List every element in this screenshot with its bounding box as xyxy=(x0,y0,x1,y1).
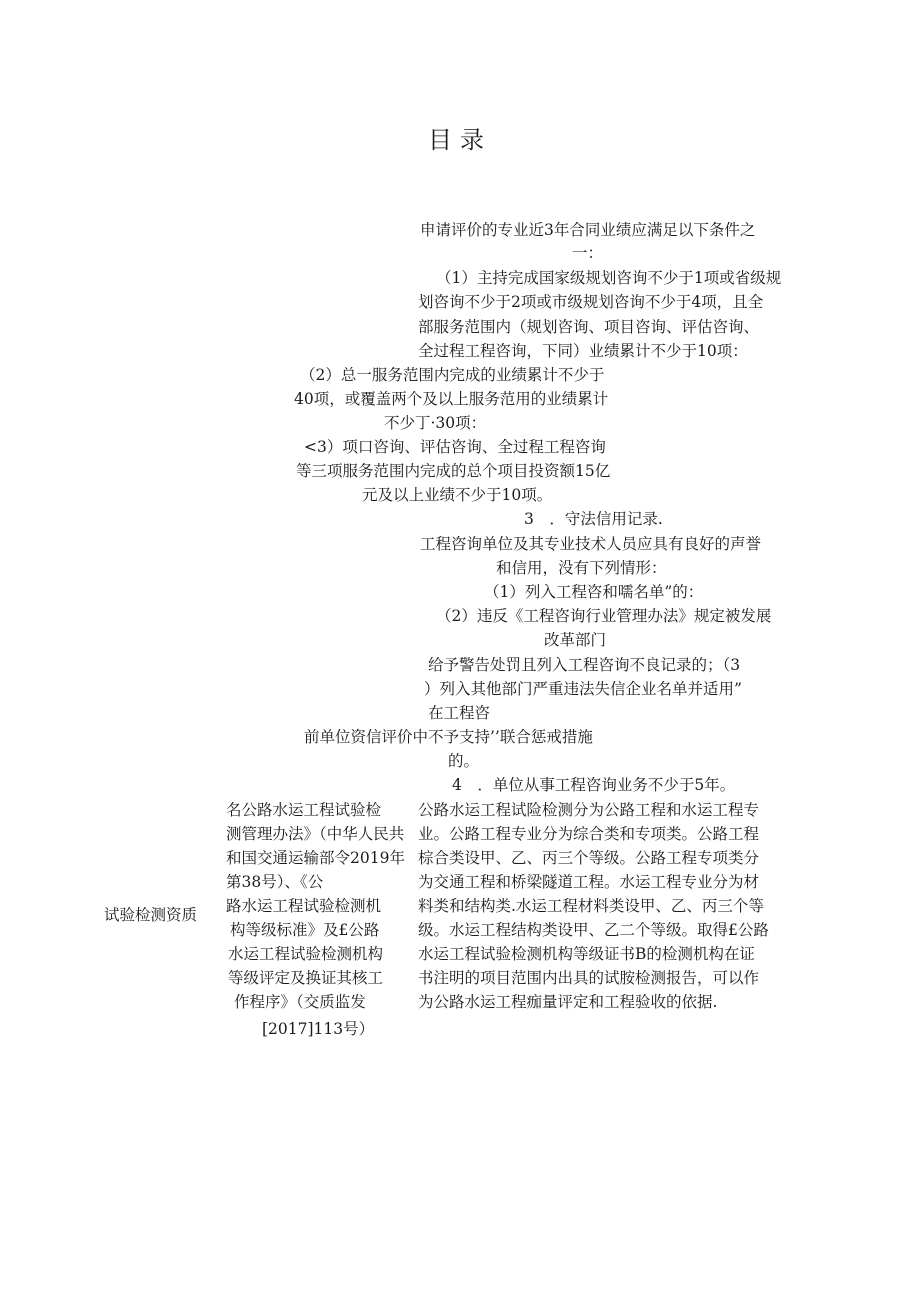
mid-line-3: 不少丁·30项： xyxy=(384,414,487,432)
top-line-4: 划咨询不少于2项或市级规划咨询不少于4项，且全 xyxy=(418,293,764,311)
desc-line-7: 水运工程试验检测机构等级证书B的检测机构在证 xyxy=(418,945,755,963)
top-line-5: 部服务范围内（规划咨询、项目咨询、评估咨询、 xyxy=(418,318,760,336)
top-line-6: 全过程工程咨询，下同）业绩累计不少于10项： xyxy=(418,342,748,360)
top-line-2: 一： xyxy=(572,244,604,262)
basis-line-8: 等级评定及换证其核工 xyxy=(228,969,384,987)
page-title: 目录 xyxy=(428,126,492,154)
mid-line-6: 元及以上业绩不少于10项。 xyxy=(362,486,553,504)
basis-line-2: 测管理办法》（中华人民共 xyxy=(226,825,405,843)
desc-line-6: 级。水运工程结构类设甲、乙二个等级。取得£公路 xyxy=(418,921,769,939)
lower-line-2: 的。 xyxy=(448,752,480,770)
mid-line-2: 40项，或覆盖两个及以上服务范用的业绩累计 xyxy=(294,390,609,408)
basis-line-10: [2017]113号） xyxy=(262,1020,375,1038)
right-line-9: 在工程咨 xyxy=(428,704,491,722)
right-line-5: （2）违反《工程咨询行业管理办法》规定被发展 xyxy=(436,607,772,625)
lower-line-1: 前单位资信评价中不予支持’’联合惩戒措施 xyxy=(304,728,593,746)
basis-line-9: 作程序》（交质监发 xyxy=(234,993,366,1011)
right-line-6: 改革部门 xyxy=(544,631,607,649)
right-line-2: 工程咨询单位及其专业技术人员应具有良好的声誉 xyxy=(420,535,762,553)
right-line-8: ）列入其他部门严重违法失信企业名单并适用” xyxy=(424,680,742,698)
top-line-3: （1）主持完成国家级规划咨询不少于1项或省级规 xyxy=(436,269,782,287)
basis-line-5: 路水运工程试验检测机 xyxy=(226,897,382,915)
right-line-4: （1）列入工程咨和嚅名单”的： xyxy=(484,583,704,601)
basis-line-3: 和国交通运输部令2019年 xyxy=(226,849,405,867)
top-line-1: 申请评价的专业近3年合同业绩应满足以下条件之 xyxy=(420,221,756,239)
item-4: 4 ．单位从事工程咨询业务不少于5年。 xyxy=(452,776,736,794)
basis-line-4: 第38号）、《公 xyxy=(226,873,324,891)
right-line-7: 给予警告处罚且列入工程咨询不良记录的；（3 xyxy=(428,656,741,674)
desc-line-4: 为交通工程和桥梁隧道工程。水运工程专业分为材 xyxy=(418,873,760,891)
mid-line-1: （2）总一服务范围内完成的业绩累计不少于 xyxy=(300,366,605,384)
basis-line-7: 水运工程试验检测机构 xyxy=(228,945,384,963)
basis-line-6: 构等级标准》及£公路 xyxy=(230,921,380,939)
desc-line-1: 公路水运工程试险检测分为公路工程和水运工程专 xyxy=(418,801,760,819)
desc-line-8: 书注明的项目范围内出具的试胺检测报告，可以作 xyxy=(418,969,760,987)
desc-line-2: 业。公路工程专业分为综合类和专项类。公路工程 xyxy=(418,825,760,843)
desc-line-9: 为公路水运工程痂量评定和工程验收的依据. xyxy=(418,993,718,1011)
desc-line-3: 棕合类设甲、乙、丙三个等级。公路工程专项类分 xyxy=(418,849,760,867)
right-line-1: 3 ．守法信用记录. xyxy=(524,510,663,528)
basis-line-1: 名公路水运工程试验检 xyxy=(226,801,382,819)
right-line-3: 和信用，没有下列情形： xyxy=(496,559,667,577)
mid-line-4: <3）项口咨询、评估咨询、全过程工程咨询 xyxy=(304,438,606,456)
desc-line-5: 料类和结构类.水运工程材料类设甲、乙、丙三个等 xyxy=(418,897,764,915)
category-label: 试验检测资质 xyxy=(104,906,198,924)
mid-line-5: 等三项服务范围内完成的总个项目投资额15亿 xyxy=(296,462,611,480)
